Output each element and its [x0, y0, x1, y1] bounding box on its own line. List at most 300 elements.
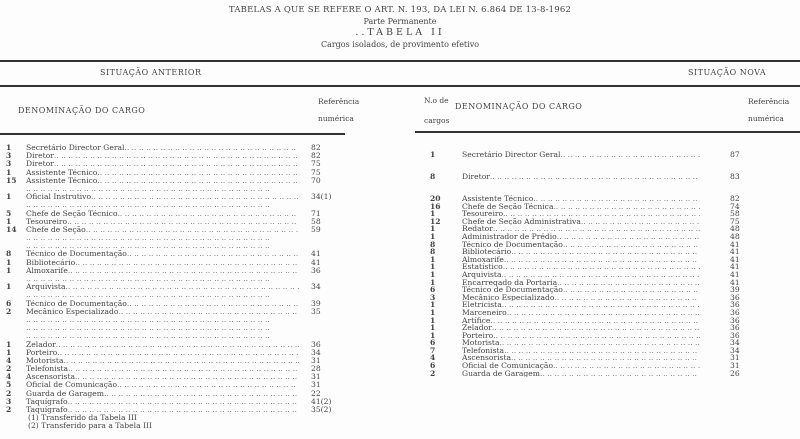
table-row: [6, 250, 351, 258]
dot-leader: [56, 341, 299, 349]
table-row: [430, 294, 770, 302]
dot-leader: [540, 370, 700, 378]
position-name: Zelador: [462, 324, 492, 332]
position-count: 4: [6, 372, 12, 382]
table-name: ..TABELA II: [355, 27, 445, 38]
position-count: 1: [6, 167, 12, 177]
right-ref-header-top: Referência: [748, 97, 790, 106]
reference-number: 34(1): [311, 192, 332, 202]
table-row: [430, 203, 770, 211]
position-name: Ascensorista: [26, 373, 76, 382]
table-row: [430, 225, 770, 233]
position-name-cell: [26, 300, 299, 308]
filler-row: [6, 275, 351, 283]
position-name: Chefe de Seção Técnico: [26, 209, 118, 218]
dot-leader: [127, 300, 299, 308]
dot-leader: [26, 185, 311, 193]
position-name: Secretário Director Geral: [462, 150, 561, 159]
position-count: 1: [430, 315, 436, 325]
position-count: 1: [430, 209, 436, 219]
position-name-cell: [26, 390, 299, 398]
position-name-cell: [26, 308, 299, 316]
position-name-cell: [462, 173, 700, 181]
position-count: 5: [6, 380, 12, 390]
position-count: 6: [430, 338, 436, 348]
reference-number: 34: [311, 282, 321, 292]
position-count: 1: [6, 143, 12, 152]
dot-leader: [554, 294, 700, 302]
position-name-cell: [26, 218, 299, 226]
position-name: Bibliotecário: [462, 248, 512, 256]
divider: [0, 85, 800, 87]
dot-leader: [67, 218, 299, 226]
position-name-cell: [462, 151, 700, 159]
reference-number: 41: [730, 239, 740, 249]
position-name: Guarda de Garagem: [26, 389, 104, 398]
table-row: [6, 210, 351, 218]
reference-number: 70: [311, 175, 321, 185]
position-count: 1: [430, 330, 436, 340]
filler-row: [6, 316, 351, 324]
position-name-cell: [26, 177, 299, 185]
dot-leader: [493, 225, 700, 233]
table-row: [6, 300, 351, 308]
position-name: Diretor: [26, 160, 54, 169]
dot-leader: [118, 210, 299, 218]
table-row: [6, 226, 351, 234]
table-row: [430, 279, 770, 287]
table-row: [430, 286, 770, 294]
position-count: 1: [430, 224, 436, 234]
position-name-cell: [462, 339, 700, 347]
position-name: Chefe de Seção: [26, 225, 86, 234]
table-row: [430, 144, 770, 166]
position-name-cell: [462, 286, 700, 294]
position-count: 1: [430, 269, 436, 279]
table-row: [430, 241, 770, 249]
position-name: Assistente Técnico: [26, 168, 98, 177]
position-name-cell: [462, 233, 700, 241]
position-name: Redator: [462, 225, 493, 233]
dot-leader: [26, 332, 311, 340]
dot-leader: [117, 381, 299, 389]
reference-number: 41: [730, 277, 740, 287]
reference-number: 36: [730, 330, 740, 340]
dot-leader: [66, 283, 300, 291]
position-name: Artífice: [462, 316, 491, 325]
reference-number: 31: [730, 361, 740, 371]
table-row: [6, 267, 351, 275]
dot-leader: [502, 271, 701, 279]
reference-number: 36: [311, 265, 321, 275]
reference-number: 39: [730, 285, 740, 295]
table-row: [6, 218, 351, 226]
dot-leader: [91, 193, 299, 201]
dot-leader: [553, 203, 700, 211]
position-name-cell: [26, 259, 299, 267]
dot-leader: [504, 256, 700, 264]
position-name-cell: [462, 324, 700, 332]
filler-row: [6, 185, 351, 193]
position-name: Telefonista: [462, 346, 505, 355]
position-count: 7: [430, 345, 436, 355]
table-row: [6, 365, 351, 373]
reference-number: 36: [730, 323, 740, 333]
position-name-cell: [26, 267, 299, 275]
position-name: Porteiro: [462, 331, 494, 340]
position-name: Marceneiro: [462, 308, 507, 317]
position-name-cell: [462, 218, 700, 226]
dot-leader: [502, 301, 700, 309]
dot-leader: [68, 267, 299, 275]
position-name: Técnico de Documentação: [26, 299, 127, 308]
reference-number: 41: [730, 269, 740, 279]
dot-leader: [504, 347, 700, 355]
table-row: [430, 218, 770, 226]
filler-row: [6, 242, 351, 250]
filler-row: [6, 291, 351, 299]
reference-number: 36: [730, 292, 740, 302]
position-name-cell: [462, 271, 700, 279]
position-count: 1: [6, 347, 12, 357]
reference-number: 82: [311, 151, 321, 161]
reference-number: 59: [311, 224, 321, 234]
dot-leader: [68, 365, 299, 373]
position-name: Técnico de Documentação: [462, 286, 563, 294]
position-name: Arquivista: [462, 270, 502, 279]
dot-leader: [503, 263, 700, 271]
left-name-header: DENOMINAÇÃO DO CARGO: [18, 106, 146, 115]
dot-leader: [553, 362, 700, 370]
table-row: [430, 256, 770, 264]
position-name: Assistente Técnico: [26, 176, 98, 185]
position-count: 1: [430, 300, 436, 310]
position-count: 5: [6, 208, 12, 218]
dot-leader: [490, 317, 700, 325]
right-count-header-bottom: cargos: [424, 116, 450, 125]
reference-number: 48: [730, 231, 740, 241]
reference-number: 39: [311, 298, 321, 308]
position-count: 3: [430, 292, 436, 302]
position-count: 15: [6, 175, 17, 185]
position-name-cell: [462, 203, 700, 211]
reference-number: 75: [730, 216, 740, 226]
position-count: 1: [430, 254, 436, 264]
section-new: SITUAÇÃO NOVA: [688, 68, 767, 77]
reference-number: 36: [311, 339, 321, 349]
position-name: Secretário Director Geral: [26, 144, 125, 152]
table-row: [430, 271, 770, 279]
dot-leader: [493, 332, 700, 340]
table-row: [430, 317, 770, 325]
table-row: [430, 324, 770, 332]
reference-number: 34: [730, 345, 740, 355]
position-name-cell: [462, 256, 700, 264]
table-row: [430, 166, 770, 188]
position-name: Zelador: [26, 340, 56, 349]
table-row: [6, 283, 351, 291]
reference-number: 48: [730, 224, 740, 234]
reference-number: 36: [730, 300, 740, 310]
position-count: 1: [430, 149, 436, 159]
table-row: [430, 195, 770, 203]
dot-leader: [557, 233, 700, 241]
position-name: Taquígrafo: [26, 397, 68, 406]
footnote: (2) Transferido para a Tabela III: [28, 421, 153, 431]
dot-leader: [75, 373, 299, 381]
position-name-cell: [26, 210, 299, 218]
footnote: (1) Transferido da Tabela III: [28, 413, 137, 423]
position-count: 20: [430, 194, 441, 203]
dot-leader: [26, 275, 311, 283]
position-name: Arquivista: [26, 283, 66, 292]
table-row: [6, 390, 351, 398]
table-row: [430, 347, 770, 355]
dot-leader: [503, 210, 700, 218]
filler-row: [6, 201, 351, 209]
position-name: Chefe de Seção Administrativa: [462, 217, 581, 226]
position-name: Motorista: [26, 356, 64, 365]
position-count: 1: [6, 282, 12, 292]
position-count: 1: [6, 216, 12, 226]
position-count: 2: [6, 405, 12, 414]
position-name-cell: [462, 354, 700, 362]
dot-leader: [26, 201, 311, 209]
table-row: [6, 349, 351, 357]
dot-leader: [563, 241, 700, 249]
position-name-cell: [26, 250, 299, 258]
position-name: Almoxarife: [26, 266, 68, 275]
position-name-cell: [26, 283, 299, 291]
position-name-cell: [26, 193, 299, 201]
position-name: Oficial de Comunicação: [26, 381, 118, 390]
position-name-cell: [462, 195, 700, 203]
position-name: Almoxarife: [462, 255, 504, 264]
position-count: 1: [430, 262, 436, 272]
position-name-cell: [26, 365, 299, 373]
position-count: 8: [430, 239, 436, 249]
dot-leader: [26, 291, 311, 299]
table-row: [430, 362, 770, 370]
reference-number: 83: [730, 171, 740, 181]
table-row: [6, 144, 351, 152]
dot-leader: [97, 177, 299, 185]
table-row: [430, 339, 770, 347]
position-count: 1: [6, 192, 12, 202]
position-name-cell: [26, 169, 299, 177]
dot-leader: [533, 195, 700, 203]
filler-row: [6, 332, 351, 340]
reference-number: 36: [730, 315, 740, 325]
reference-number: 28: [311, 364, 321, 374]
dot-leader: [97, 169, 299, 177]
table-row: [6, 152, 351, 160]
reference-number: 41: [311, 257, 321, 267]
reference-number: 82: [311, 143, 321, 152]
position-name: Estatístico: [462, 263, 503, 271]
dot-leader: [26, 324, 311, 332]
table-row: [430, 263, 770, 271]
dot-leader: [581, 218, 700, 226]
table-row: [6, 177, 351, 185]
dot-leader: [127, 250, 299, 258]
document-title: TABELAS A QUE SE REFERE O ART. N. 193, DA LEI N. 6.864 DE 13-8-1962: [228, 5, 572, 15]
reference-number: 36: [730, 307, 740, 317]
dot-leader: [104, 390, 299, 398]
previous-positions-list: [6, 144, 351, 431]
document-subtitle: Parte Permanente: [363, 17, 437, 26]
dot-leader: [560, 151, 700, 159]
position-name-cell: [26, 226, 299, 234]
reference-number: 41: [730, 247, 740, 257]
table-row: [430, 301, 770, 309]
dot-leader: [118, 308, 299, 316]
position-count: 2: [6, 306, 12, 316]
dot-leader: [26, 234, 311, 242]
position-name: Administrador de Prédio: [462, 232, 557, 241]
position-name-cell: [462, 332, 700, 340]
reference-number: 41: [311, 249, 321, 259]
position-name-cell: [462, 241, 700, 249]
position-name-cell: [26, 381, 299, 389]
new-positions-top-list: [430, 144, 770, 188]
position-count: 3: [6, 151, 12, 161]
position-name-cell: [26, 144, 299, 152]
position-name: Motorista: [462, 339, 500, 347]
position-name: Ascensorista: [462, 354, 512, 363]
right-name-header: DENOMINAÇÃO DO CARGO: [455, 102, 583, 111]
position-name: Mecânico Especializado: [462, 293, 555, 302]
table-row: [430, 354, 770, 362]
divider: [0, 60, 800, 62]
position-count: 8: [430, 171, 436, 181]
filler-row: [6, 234, 351, 242]
dot-leader: [511, 248, 700, 256]
dot-leader: [26, 242, 311, 250]
left-ref-header-bottom: numérica: [318, 114, 354, 123]
dot-leader: [68, 398, 299, 406]
position-name-cell: [462, 301, 700, 309]
position-name-cell: [462, 279, 700, 287]
position-count: 2: [6, 364, 12, 374]
reference-number: 34: [730, 338, 740, 348]
position-count: 1: [6, 257, 12, 267]
position-count: 6: [430, 285, 436, 295]
position-name: Diretor: [462, 172, 490, 181]
table-row: [6, 169, 351, 177]
position-name-cell: [462, 294, 700, 302]
position-name-cell: [26, 160, 299, 168]
filler-row: [6, 324, 351, 332]
reference-number: 31: [311, 380, 321, 390]
dot-leader: [86, 226, 299, 234]
position-count: 1: [430, 307, 436, 317]
position-name: Assistente Técnico: [462, 195, 534, 203]
table-row: [6, 259, 351, 267]
dot-leader: [64, 357, 299, 365]
reference-number: 41(2): [311, 396, 332, 406]
position-name: Bibliotecário: [26, 258, 76, 267]
position-name-cell: [462, 309, 700, 317]
table-row: [6, 193, 351, 201]
dot-leader: [563, 286, 700, 294]
right-ref-header-bottom: numérica: [748, 114, 784, 123]
reference-number: 87: [730, 149, 740, 159]
position-name: Técnico de Documentação: [26, 250, 127, 259]
position-count: 8: [6, 249, 12, 259]
position-name: Telefonista: [26, 365, 69, 374]
position-count: 3: [6, 159, 12, 169]
table-row: [6, 308, 351, 316]
dot-leader: [557, 279, 700, 287]
position-count: 12: [430, 216, 441, 226]
position-name: Oficial Instrutivo: [26, 193, 92, 202]
position-count: 2: [430, 368, 436, 378]
table-row: [430, 233, 770, 241]
position-name-cell: [26, 349, 299, 357]
position-count: 1: [6, 265, 12, 275]
reference-number: 22: [311, 388, 321, 398]
table-row: [6, 357, 351, 365]
position-name-cell: [462, 362, 700, 370]
position-name: Oficial de Comunicação: [462, 362, 554, 370]
reference-number: 75: [311, 167, 321, 177]
dot-leader: [500, 339, 700, 347]
table-row: [6, 160, 351, 168]
position-name-cell: [26, 373, 299, 381]
reference-number: 35(2): [311, 405, 332, 414]
position-count: 16: [430, 201, 441, 211]
dot-leader: [507, 309, 700, 317]
divider: [0, 133, 345, 135]
table-row: [430, 210, 770, 218]
position-name-cell: [26, 398, 299, 406]
position-name-cell: [462, 248, 700, 256]
position-name-cell: [462, 370, 700, 378]
table-row: [430, 332, 770, 340]
reference-number: 75: [311, 159, 321, 169]
table-row: [6, 398, 351, 406]
table-row: [6, 373, 351, 381]
reference-number: 71: [311, 208, 321, 218]
position-name-cell: [26, 357, 299, 365]
reference-number: 41: [730, 254, 740, 264]
reference-number: 31: [311, 355, 321, 365]
new-positions-list: [430, 195, 770, 377]
reference-number: 31: [311, 372, 321, 382]
position-count: 6: [6, 298, 12, 308]
position-count: 4: [430, 353, 436, 363]
position-name: Encarregado da Portaria: [462, 278, 558, 287]
section-previous: SITUAÇÃO ANTERIOR: [100, 68, 202, 77]
position-count: 14: [6, 224, 17, 234]
position-count: 2: [6, 388, 12, 398]
table-row: [430, 309, 770, 317]
position-name: Tesoureiro: [462, 210, 504, 218]
reference-number: 58: [311, 216, 321, 226]
position-name: Taquígrafo: [26, 406, 68, 414]
position-name-cell: [462, 210, 700, 218]
position-name: Diretor: [26, 152, 54, 161]
position-name: Mecânico Especializado: [26, 307, 119, 316]
table-row: [6, 341, 351, 349]
position-count: 1: [430, 231, 436, 241]
position-name-cell: [462, 225, 700, 233]
position-count: 6: [430, 361, 436, 371]
reference-number: 26: [730, 368, 740, 378]
position-name-cell: [26, 152, 299, 160]
reference-number: 35: [311, 306, 321, 316]
